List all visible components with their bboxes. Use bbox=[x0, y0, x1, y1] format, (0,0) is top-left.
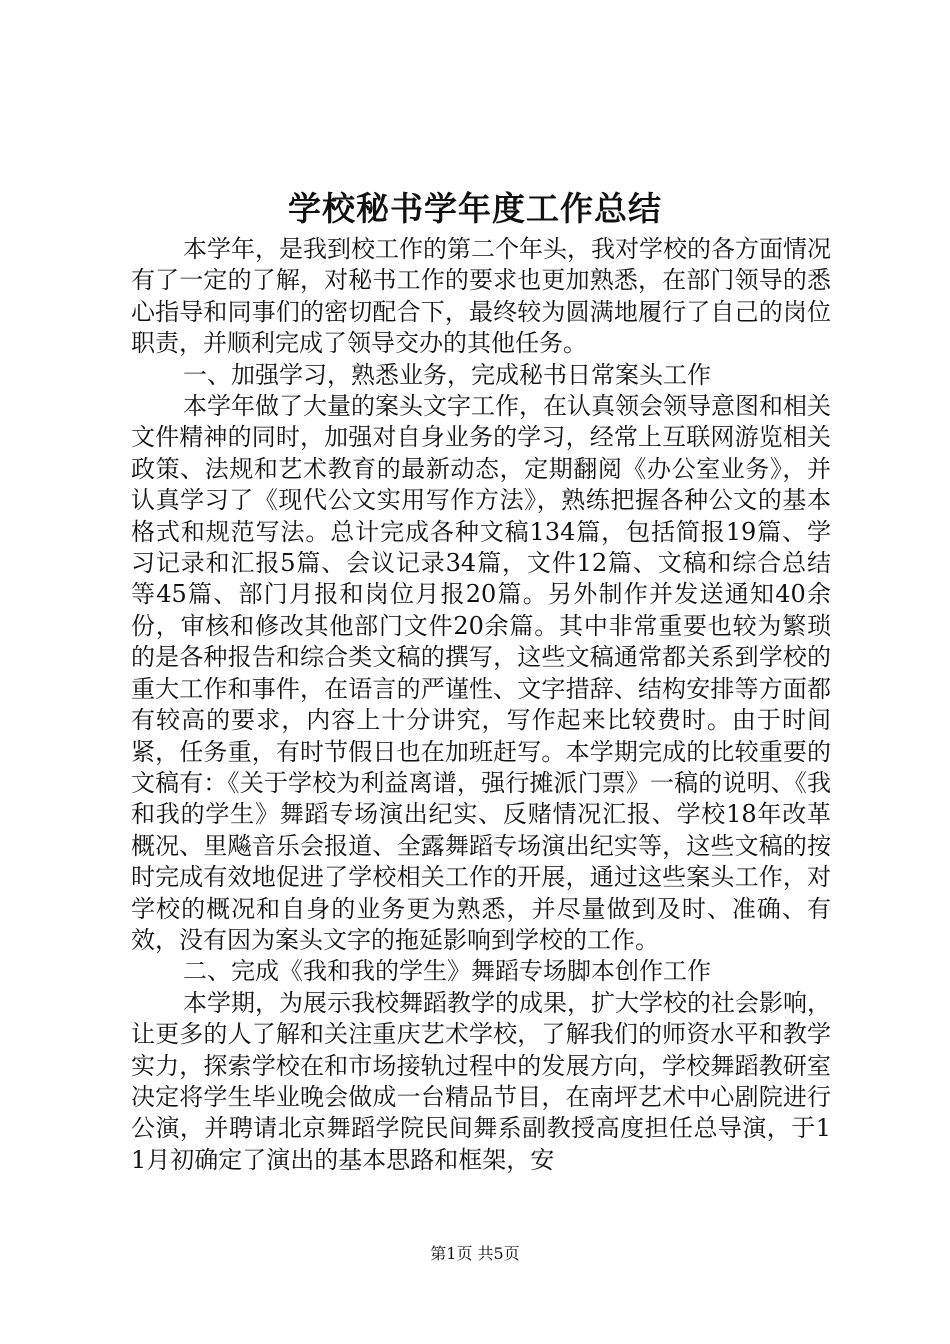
document-body bbox=[131, 234, 831, 1176]
page-footer: 第1页 共5页 bbox=[430, 1244, 520, 1263]
section-heading-2: 二、完成《我和我的学生》舞蹈专场脚本创作工作 bbox=[183, 957, 711, 986]
document-title: 学校秘书学年度工作总结 bbox=[288, 189, 662, 228]
paragraph-intro: 本学年，是我到校工作的第二个年头，我对学校的各方面情况有了一定的了解，对秘书工作的要求也更加熟悉，在部门领导的悉心指导和同事们的密切配合下，最终较为圆满地履行了自己的岗位职责，并顺利完成了领导交办的其他任务。 bbox=[131, 235, 831, 358]
section-heading-1: 一、加强学习，熟悉业务，完成秘书日常案头工作 bbox=[183, 360, 711, 389]
paragraph-section-1: 本学年做了大量的案头文字工作，在认真领会领导意图和相关文件精神的同时，加强对自身业务的学习，经常上互联网游览相关政策、法规和艺术教育的最新动态，定期翻阅《办公室业务》，并认真学习了《现代公文实用写作方法》，熟练把握各种公文的基本格式和规范写法。总计完成各种文稿134篇，包括简报19篇、学习记录和汇报5篇、会议记录34篇，文件12篇、文稿和综合总结等45篇、部门月报和岗位月报20篇。另外制作并发送通知40余份，审核和修改其他部门文件20余篇。其中非常重要也较为繁琐的是各种报告和综合类文稿的撰写，这些文稿通常都关系到学校的重大工作和事件，在语言的严谨性、文字措辞、结构安排等方面都有较高的要求，内容上十分讲究，写作起来比较费时。由于时间紧，任务重，有时节假日也在加班赶写。本学期完成的比较重要的文稿有：《关于学校为利益离谱，强行摊派门票》一稿的说明、《我和我的学生》舞蹈专场演出纪实、反赌情况汇报、学校18年改革概况、里飚音乐会报道、全露舞蹈专场演出纪实等，这些文稿的按时完成有效地促进了学校相关工作的开展，通过这些案头工作，对学校的概况和自身的业务更为熟悉，并尽量做到及时、准确、有效，没有因为案头文字的拖延影响到学校的工作。 bbox=[131, 392, 831, 954]
paragraph-section-2: 本学期，为展示我校舞蹈教学的成果，扩大学校的社会影响，让更多的人了解和关注重庆艺术学校，了解我们的师资水平和教学实力，探索学校在和市场接轨过程中的发展方向，学校舞蹈教研室决定将学生毕业晚会做成一台精品节目，在南坪艺术中心剧院进行公演，并聘请北京舞蹈学院民间舞系副教授高度担任总导演，于11月初确定了演出的基本思路和框架，安 bbox=[131, 988, 831, 1174]
